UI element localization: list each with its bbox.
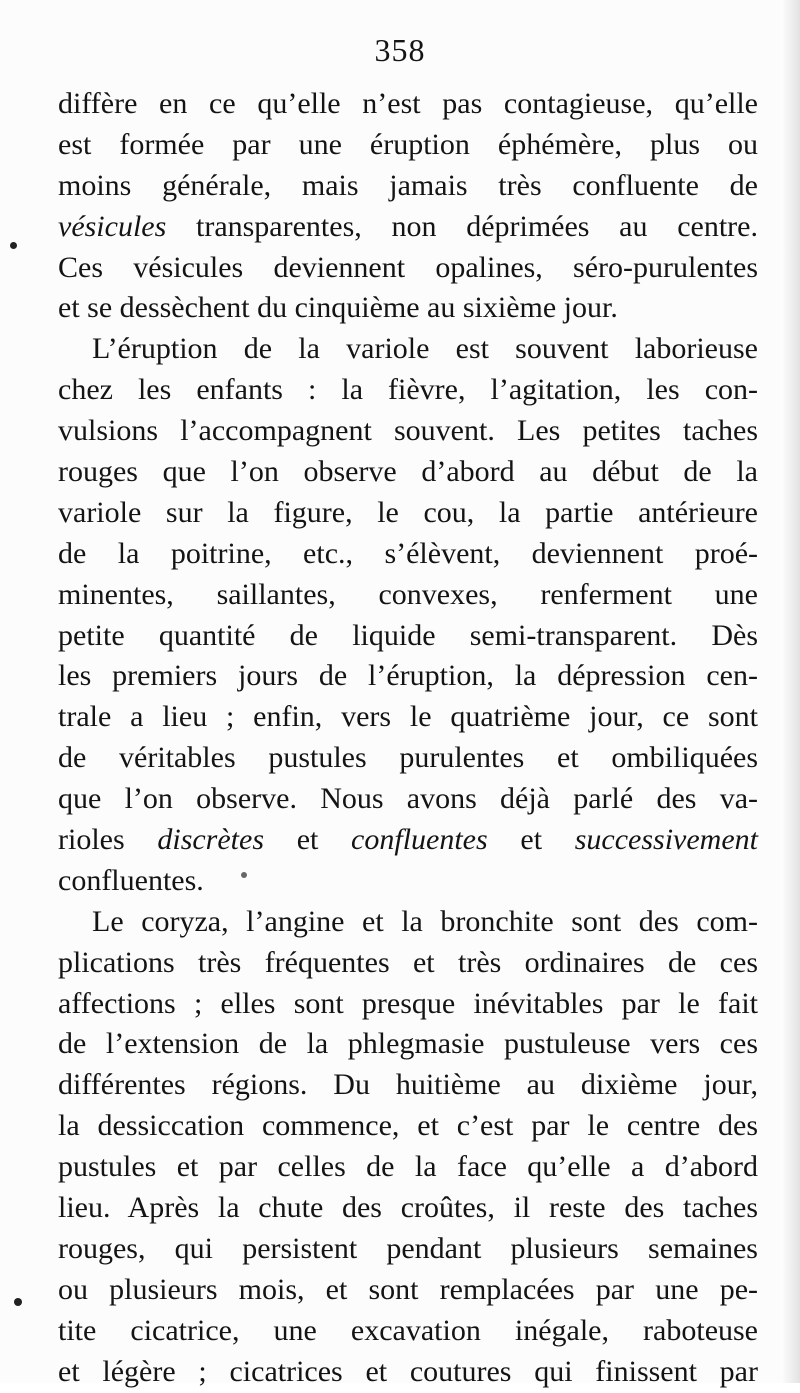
text-line-17: de véritables pustules purulentes et ombiliquées <box>58 741 758 775</box>
text-segment: et <box>264 823 352 857</box>
text-line-2: est formée par une éruption éphémère, plus ou <box>58 127 758 161</box>
text-line-12: de la poitrine, etc., s’élèvent, deviennent proé- <box>58 536 758 570</box>
text-line-24: de l’extension de la phlegmasie pustuleuse vers ces <box>58 1027 758 1061</box>
text-line-31: tite cicatrice, une excavation inégale, raboteuse <box>58 1313 758 1347</box>
text-line-16: trale a lieu ; enfin, vers le quatrième jour, ce sont <box>58 700 758 734</box>
text-line-14: petite quantité de liquide semi-transparent. Dès <box>58 618 758 652</box>
text-line-1: diffère en ce qu’elle n’est pas contagieuse, qu’elle <box>58 87 758 120</box>
text-line-29: rouges, qui persistent pendant plusieurs semaines <box>58 1231 758 1265</box>
italic-term-vesicules: vésicules <box>58 209 167 243</box>
text-segment: et <box>487 823 575 857</box>
text-line-6: et se dessèchent du cinquième au sixième jour. <box>58 291 618 325</box>
body-text <box>58 84 758 1393</box>
page-edge-shadow <box>782 0 800 1383</box>
text-line-18: que l’on observe. Nous avons déjà parlé des va- <box>58 782 758 816</box>
italic-term-confluentes: confluentes <box>351 823 488 857</box>
text-line-7: L’éruption de la variole est souvent laborieuse <box>92 332 758 366</box>
text-line-4 <box>58 207 758 248</box>
text-line-23: affections ; elles sont presque inévitables par le fait <box>58 986 758 1020</box>
text-line-13: minentes, saillantes, convexes, renferment une <box>58 577 758 611</box>
ink-speck <box>10 242 17 249</box>
text-line-27: pustules et par celles de la face qu’elle a d’abord <box>58 1150 758 1184</box>
text-line-8: chez les enfants : la fièvre, l’agitation, les con- <box>58 373 758 407</box>
text-line-4-rest: transparentes, non déprimées au centre. <box>166 209 758 243</box>
text-line-15: les premiers jours de l’éruption, la dépression cen- <box>58 659 758 693</box>
text-line-10: rouges que l’on observe d’abord au début de la <box>58 455 758 489</box>
text-line-21: Le coryza, l’angine et la bronchite sont des com- <box>92 904 758 938</box>
italic-term-discretes: discrètes <box>157 823 264 857</box>
text-line-22: plications très fréquentes et très ordinaires de ces <box>58 945 758 979</box>
text-line-30: ou plusieurs mois, et sont remplacées par une pe- <box>58 1272 758 1306</box>
text-line-28: lieu. Après la chute des croûtes, il reste des taches <box>58 1191 758 1225</box>
text-line-3: moins générale, mais jamais très confluente de <box>58 168 758 202</box>
ink-speck <box>14 1298 22 1306</box>
page-number: 358 <box>374 32 426 68</box>
text-line-9: vulsions l’accompagnent souvent. Les petites taches <box>58 414 758 448</box>
text-line-11: variole sur la figure, le cou, la partie antérieure <box>58 495 758 529</box>
text-line-32: et légère ; cicatrices et coutures qui finissent par <box>58 1354 758 1388</box>
text-line-26: la dessiccation commence, et c’est par le centre des <box>58 1109 758 1143</box>
text-line-19 <box>58 820 758 861</box>
text-segment: rioles <box>58 823 158 857</box>
text-line-5: Ces vésicules deviennent opalines, séro-purulentes <box>58 250 758 284</box>
ink-speck <box>241 872 247 878</box>
text-line-20: confluentes. <box>58 863 204 897</box>
italic-term-successivement: successivement <box>574 823 758 857</box>
text-line-25: différentes régions. Du huitième au dixième jour, <box>58 1068 758 1102</box>
